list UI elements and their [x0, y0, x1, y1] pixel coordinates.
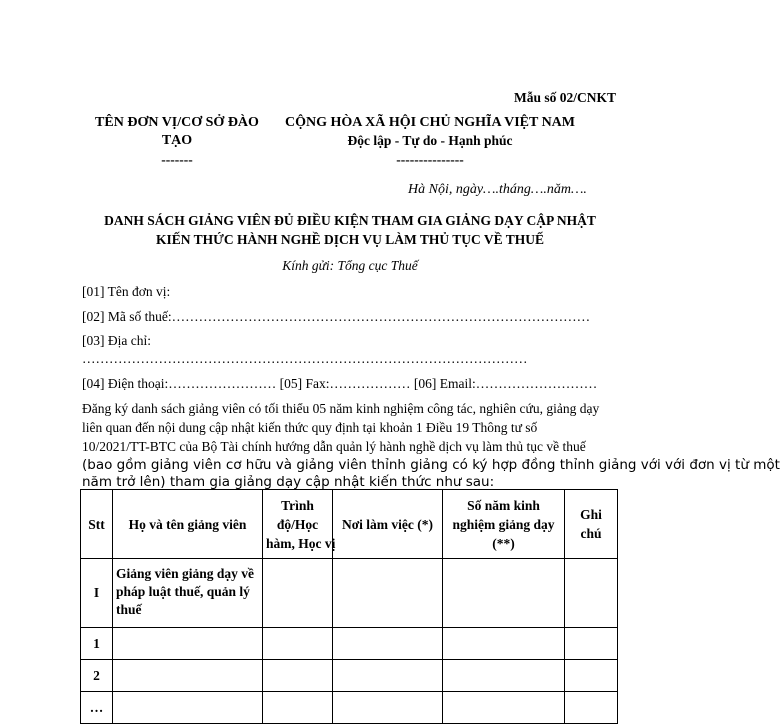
header-degree-line1: Trình: [281, 497, 314, 513]
section-code: I: [81, 559, 113, 628]
table-cell: [333, 660, 443, 692]
country-name: CỘNG HÒA XÃ HỘI CHỦ NGHĨA VIỆT NAM: [284, 115, 575, 130]
field-contact: [04] Điện thoại:…………………… [05] Fax:……………… [06] Email:………………………: [82, 376, 598, 391]
table-cell: [443, 559, 565, 628]
table-cell: [443, 660, 565, 692]
place-date: Hà Nội, ngày….tháng….năm….: [408, 182, 587, 197]
table-cell: [113, 628, 263, 660]
header-years-line1: Số năm kinh: [467, 497, 540, 513]
table-row: [81, 692, 618, 724]
form-code: Mẫu số 02/CNKT: [514, 90, 617, 105]
table-cell: [263, 628, 333, 660]
table-row: [81, 628, 618, 660]
left-header-rule: -------: [161, 152, 193, 167]
table-cell: [263, 692, 333, 724]
section-label-line1: Giảng viên giảng dạy về: [116, 566, 255, 581]
recipient: Kính gửi: Tổng cục Thuế: [282, 258, 418, 273]
header-degree-line3: hàm, Học vị: [266, 535, 336, 551]
header-degree: [263, 490, 336, 559]
table-cell: [333, 692, 443, 724]
header-years: [443, 490, 565, 559]
table-header-row: [81, 490, 618, 559]
header-years-line3: (**): [492, 535, 515, 551]
field-address-dots: ………………………………………………………………………………………: [82, 351, 528, 366]
intro-line3: 10/2021/TT-BTC của Bộ Tài chính hướng dẫn quản lý hành nghề dịch vụ làm thủ tục về thuế: [82, 439, 586, 454]
section-label: [113, 559, 263, 628]
row-number: …: [81, 692, 113, 724]
table-cell: [565, 692, 618, 724]
row-number: 2: [81, 660, 113, 692]
section-label-line3: thuế: [116, 602, 142, 617]
field-tax-code: [02] Mã số thuế:…………………………………………………………………………………: [82, 309, 591, 324]
table-cell: [263, 559, 333, 628]
header-name: Họ và tên giảng viên: [113, 490, 263, 559]
table-cell: [113, 692, 263, 724]
section-label-line2: pháp luật thuế, quản lý: [116, 584, 250, 599]
table-cell: [263, 660, 333, 692]
unit-name-line2: TẠO: [161, 133, 193, 148]
table-cell: [443, 692, 565, 724]
lecturer-table: [80, 489, 618, 724]
table-cell: [565, 660, 618, 692]
table-cell: [113, 660, 263, 692]
header-degree-line2: độ/Học: [276, 516, 319, 532]
table-cell: [565, 559, 618, 628]
field-unit-name: [01] Tên đơn vị:: [82, 284, 171, 299]
table-cell: [333, 628, 443, 660]
intro-line2: liên quan đến nội dung cập nhật kiến thức quy định tại khoản 1 Điều 19 Thông tư số: [82, 420, 538, 435]
document-title-line1: DANH SÁCH GIẢNG VIÊN ĐỦ ĐIỀU KIỆN THAM GIA GIẢNG DẠY CẬP NHẬT: [104, 213, 596, 228]
row-number: 1: [81, 628, 113, 660]
motto: Độc lập - Tự do - Hạnh phúc: [347, 133, 513, 148]
right-header-rule: ---------------: [396, 152, 464, 167]
table-cell: [443, 628, 565, 660]
table-row: [81, 660, 618, 692]
unit-name-line1: TÊN ĐƠN VỊ/CƠ SỞ ĐÀO: [95, 115, 259, 130]
header-note: Ghi chú: [565, 490, 618, 559]
field-address: [03] Địa chỉ:: [82, 333, 151, 348]
header-workplace: Nơi làm việc (*): [333, 490, 443, 559]
intro-line1: Đăng ký danh sách giảng viên có tối thiểu 05 năm kinh nghiệm công tác, nghiên cứu, giảng dạy: [82, 401, 600, 416]
table-cell: [333, 559, 443, 628]
header-stt: Stt: [81, 490, 113, 559]
document-title-line2: KIẾN THỨC HÀNH NGHỀ DỊCH VỤ LÀM THỦ TỤC VỀ THUẾ: [155, 232, 545, 247]
intro-line5: năm trở lên) tham gia giảng dạy cập nhật kiến thức như sau:: [82, 474, 495, 490]
table-section-row: [81, 559, 618, 628]
header-years-line2: nghiệm giảng dạy: [452, 516, 555, 532]
table-cell: [565, 628, 618, 660]
intro-line4: (bao gồm giảng viên cơ hữu và giảng viên thỉnh giảng có ký hợp đồng thỉnh giảng với với đơn vị từ một: [82, 457, 780, 473]
